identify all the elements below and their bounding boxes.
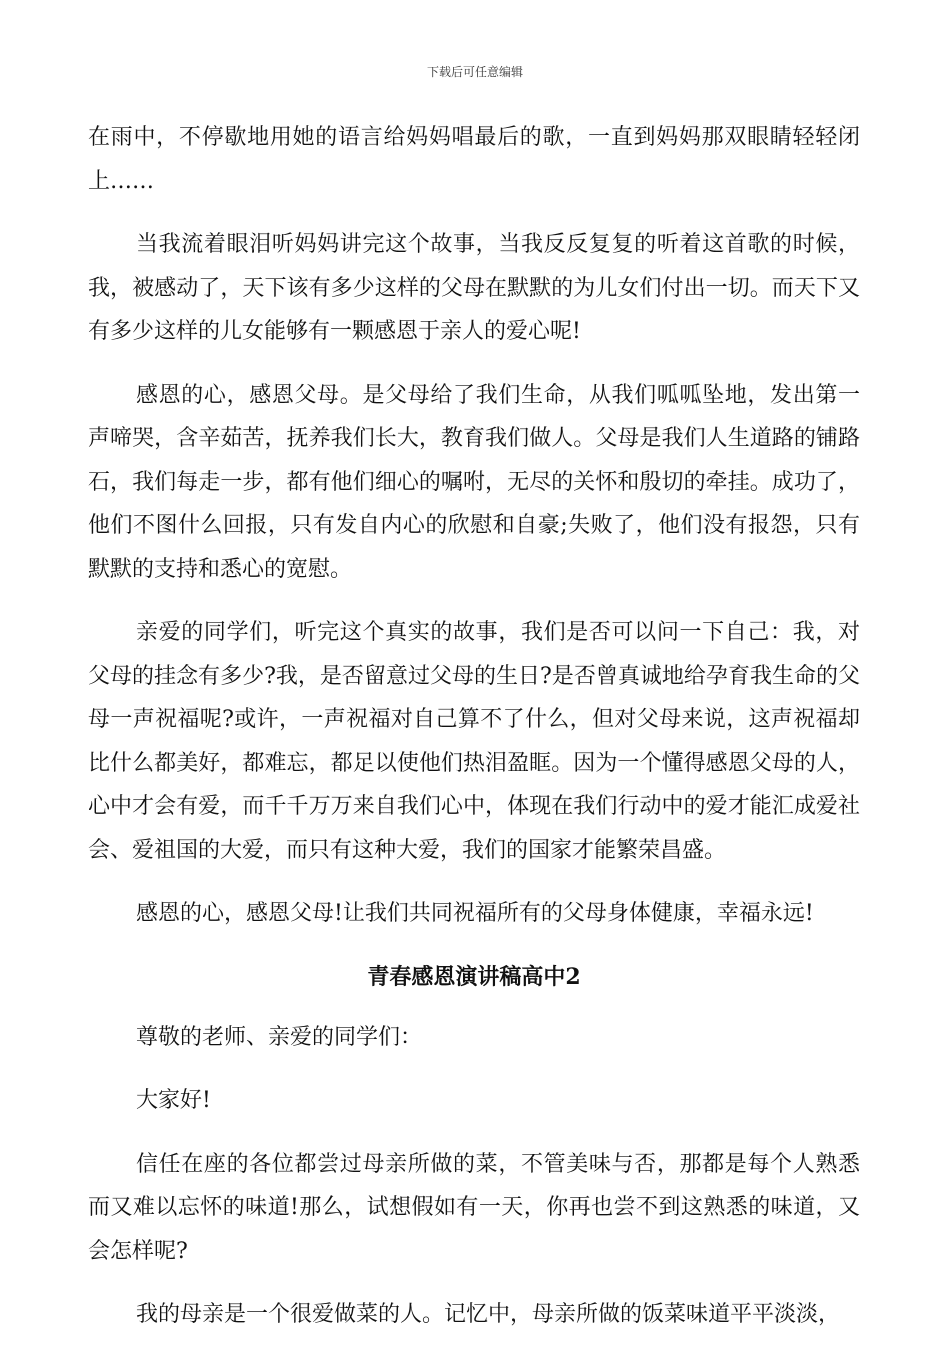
section-heading: 青春感恩演讲稿高中2 [367, 963, 581, 990]
paragraph: 大家好! [136, 1088, 211, 1113]
paragraph: 感恩的心，感恩父母。是父母给了我们生命，从我们呱呱坠地，发出第一声啼哭，含辛茹苦，抚养我们长大，教育我们做人。父母是我们人生道路的铺路石，我们每走一步，都有他们细心的嘱咐，无尽的关怀和殷切的牵挂。成功了，他们不图什么回报，只有发自内心的欣慰和自豪;失败了，他们没有报怨，只有默默的支持和悉心的宽慰。 [88, 382, 860, 582]
document-body [88, 116, 860, 1357]
paragraph: 信任在座的各位都尝过母亲所做的菜，不管美味与否，那都是每个人熟悉而又难以忘怀的味道!那么，试想假如有一天，你再也尝不到这熟悉的味道，又会怎样呢? [88, 1151, 860, 1264]
paragraph: 当我流着眼泪听妈妈讲完这个故事，当我反反复复的听着这首歌的时候，我，被感动了，天下该有多少这样的父母在默默的为儿女们付出一切。而天下又有多少这样的儿女能够有一颗感恩于亲人的爱心呢! [88, 232, 860, 344]
paragraph: 亲爱的同学们，听完这个真实的故事，我们是否可以问一下自己：我，对父母的挂念有多少?我，是否留意过父母的生日?是否曾真诚地给孕育我生命的父母一声祝福呢?或许，一声祝福对自己算不了什么，但对父母来说，这声祝福却比什么都美好，都难忘，都足以使他们热泪盈眶。因为一个懂得感恩父母的人，心中才会有爱，而千千万万来自我们心中，体现在我们行动中的爱才能汇成爱社会、爱祖国的大爱，而只有这种大爱，我们的国家才能繁荣昌盛。 [88, 620, 860, 863]
paragraph: 在雨中，不停歇地用她的语言给妈妈唱最后的歌，一直到妈妈那双眼睛轻轻闭上…… [88, 125, 860, 194]
page-header: 下载后可任意编辑 [426, 65, 523, 79]
paragraph: 尊敬的老师、亲爱的同学们： [136, 1024, 423, 1050]
paragraph: 我的母亲是一个很爱做菜的人。记忆中，母亲所做的饭菜味道平平淡淡， [136, 1302, 841, 1327]
paragraph: 感恩的心，感恩父母!让我们共同祝福所有的父母身体健康，幸福永远! [136, 901, 814, 926]
